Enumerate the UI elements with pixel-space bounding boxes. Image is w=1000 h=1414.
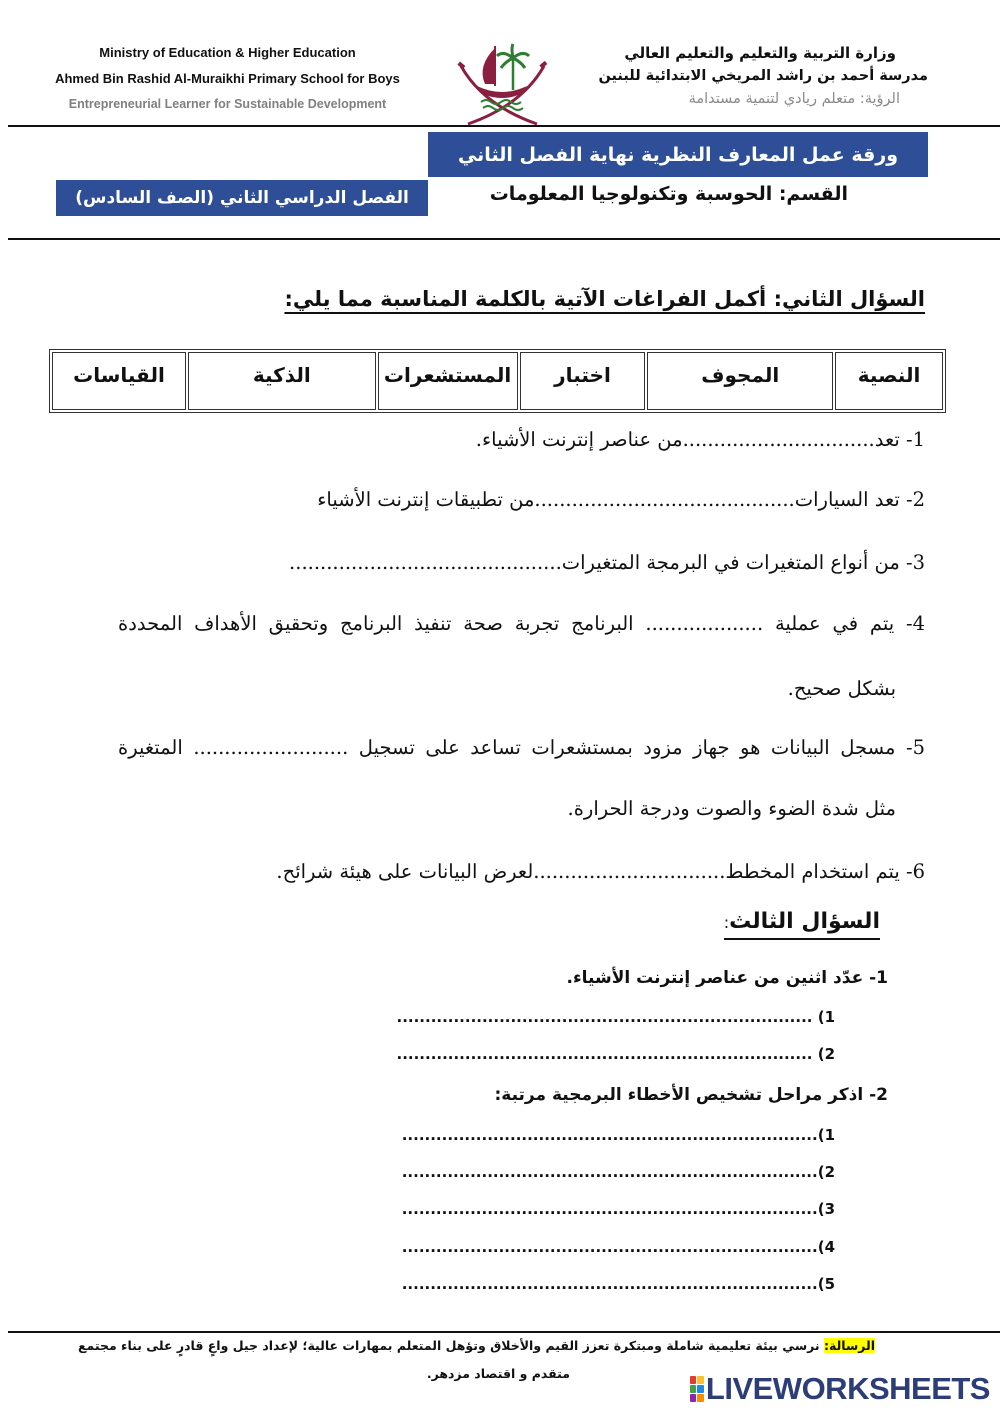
worksheet-title-banner: ورقة عمل المعارف النظرية نهاية الفصل الثاني [428, 132, 928, 177]
answer-line[interactable]: 3)......................................................................... [401, 1200, 835, 1218]
liveworksheets-logo-icon [690, 1376, 704, 1402]
word-bank-cell: اختبار [520, 352, 646, 410]
footer-divider [8, 1331, 1000, 1333]
fill-blank-item-4-continued: بشكل صحيح. [787, 677, 896, 700]
answer-line[interactable]: 2)......................................................................... [401, 1163, 835, 1181]
fill-blank-item-3: 3- من أنواع المتغيرات في البرمجة المتغيرات............................................ [289, 551, 925, 574]
question3-sub1: 1- عدّد اثنين من عناصر إنترنت الأشياء. [566, 968, 888, 988]
vision-arabic: الرؤية: متعلم ريادي لتنمية مستدامة [688, 91, 900, 107]
word-bank-cell: الذكية [188, 352, 376, 410]
word-bank-table [49, 349, 946, 413]
mission-statement [78, 1338, 875, 1353]
answer-line[interactable]: 4)......................................................................... [401, 1238, 835, 1256]
question2-title: السؤال الثاني: أكمل الفراغات الآتية بالكلمة المناسبة مما يلي: [284, 287, 925, 311]
word-bank-cell: المجوف [647, 352, 833, 410]
title-divider [8, 238, 1000, 240]
question3-title-text: السؤال الثالث [729, 909, 880, 934]
answer-line[interactable]: 2) ......................................................................... [396, 1045, 835, 1063]
school-name-arabic: مدرسة أحمد بن راشد المريخي الابتدائية للبنين [598, 68, 928, 84]
mission-label: الرسالة: [823, 1338, 875, 1353]
question3-title-colon: : [723, 913, 730, 932]
department-label: القسم: الحوسبة وتكنولوجيا المعلومات [489, 183, 848, 205]
fill-blank-item-2: 2- تعد السيارات..........................................من تطبيقات إنترنت الأشياء [317, 488, 925, 511]
word-bank-cell: القياسات [52, 352, 186, 410]
qatar-emblem-icon [455, 36, 550, 128]
answer-line[interactable]: 5)......................................................................... [401, 1275, 835, 1293]
fill-blank-item-5-continued: مثل شدة الضوء والصوت ودرجة الحرارة. [567, 797, 896, 820]
fill-blank-item-1: 1- تعد...............................من عناصر إنترنت الأشياء. [475, 428, 925, 451]
fill-blank-item-6: 6- يتم استخدام المخطط...............................لعرض البيانات على هيئة شرائح. [276, 860, 925, 883]
question3-sub2: 2- اذكر مراحل تشخيص الأخطاء البرمجية مرتبة: [494, 1085, 888, 1105]
mission-statement-continued: متقدم و اقتصاد مزدهر. [426, 1366, 570, 1381]
answer-line[interactable]: 1)......................................................................... [401, 1126, 835, 1144]
vision-english: Entrepreneurial Learner for Sustainable Development [68, 97, 387, 111]
fill-blank-item-4: 4- يتم في عملية ................... البرنامج تجربة صحة تنفيذ البرنامج وتحقيق الأهداف المحددة [118, 612, 925, 635]
word-bank-cell: النصية [835, 352, 943, 410]
school-name-english: Ahmed Bin Rashid Al-Muraikhi Primary School for Boys [55, 71, 400, 86]
liveworksheets-watermark [690, 1370, 990, 1408]
ministry-name-arabic: وزارة التربية والتعليم والتعليم العالي [624, 44, 896, 62]
question3-title [724, 909, 880, 940]
mission-text: نرسي بيئة تعليمية شاملة ومبتكرة تعزز القيم والأخلاق وتؤهل المتعلم بمهارات عالية؛ لإعداد جيل واعٍ قادرٍ على بناء مجتمع [77, 1338, 824, 1353]
semester-badge: الفصل الدراسي الثاني (الصف السادس) [56, 180, 428, 216]
watermark-text: LIVEWORKSHEETS [705, 1371, 990, 1406]
ministry-name-english: Ministry of Education & Higher Education [99, 45, 356, 60]
word-bank-cell: المستشعرات [378, 352, 518, 410]
header-divider [8, 125, 1000, 127]
fill-blank-item-5: 5- مسجل البيانات هو جهاز مزود بمستشعرات تساعد على تسجيل ......................... المتغيرة [118, 736, 925, 759]
answer-line[interactable]: 1) ......................................................................... [396, 1008, 835, 1026]
